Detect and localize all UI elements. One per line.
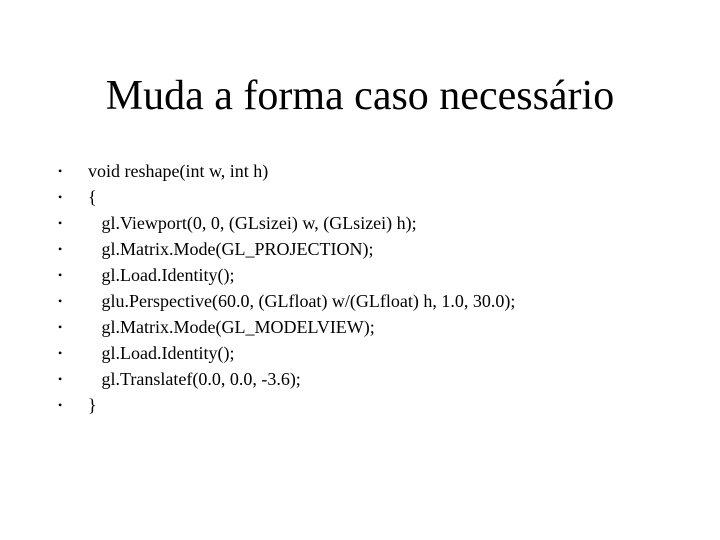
bullet-item [56,314,515,340]
bullet-icon: • [58,164,63,178]
code-line: void reshape(int w, int h) [88,161,269,181]
bullet-icon: • [58,190,63,204]
code-line: gl.Matrix.Mode(GL_PROJECTION); [88,239,374,259]
bullet-icon: • [58,294,63,308]
code-line: gl.Load.Identity(); [88,343,235,363]
bullet-item [56,366,515,392]
bullet-item [56,184,515,210]
bullet-icon: • [58,346,63,360]
bullet-icon: • [58,268,63,282]
bullet-item [56,392,515,418]
code-line: glu.Perspective(60.0, (GLfloat) w/(GLfloat) h, 1.0, 30.0); [88,291,516,311]
code-line: gl.Matrix.Mode(GL_MODELVIEW); [88,317,375,337]
code-line: { [88,187,97,207]
bullet-item [56,236,515,262]
bullet-icon: • [58,216,63,230]
code-line: gl.Viewport(0, 0, (GLsizei) w, (GLsizei) h); [88,213,417,233]
bullet-icon: • [58,398,63,412]
bullet-item [56,288,515,314]
bullet-item [56,340,515,366]
code-line: gl.Load.Identity(); [88,265,235,285]
code-bullet-list [56,158,515,418]
code-line: gl.Translatef(0.0, 0.0, -3.6); [88,369,301,389]
bullet-icon: • [58,372,63,386]
code-line: } [88,395,97,415]
bullet-icon: • [58,242,63,256]
bullet-item [56,262,515,288]
bullet-item [56,158,515,184]
bullet-icon: • [58,320,63,334]
slide-title: Muda a forma caso necessário [105,73,615,119]
bullet-item [56,210,515,236]
